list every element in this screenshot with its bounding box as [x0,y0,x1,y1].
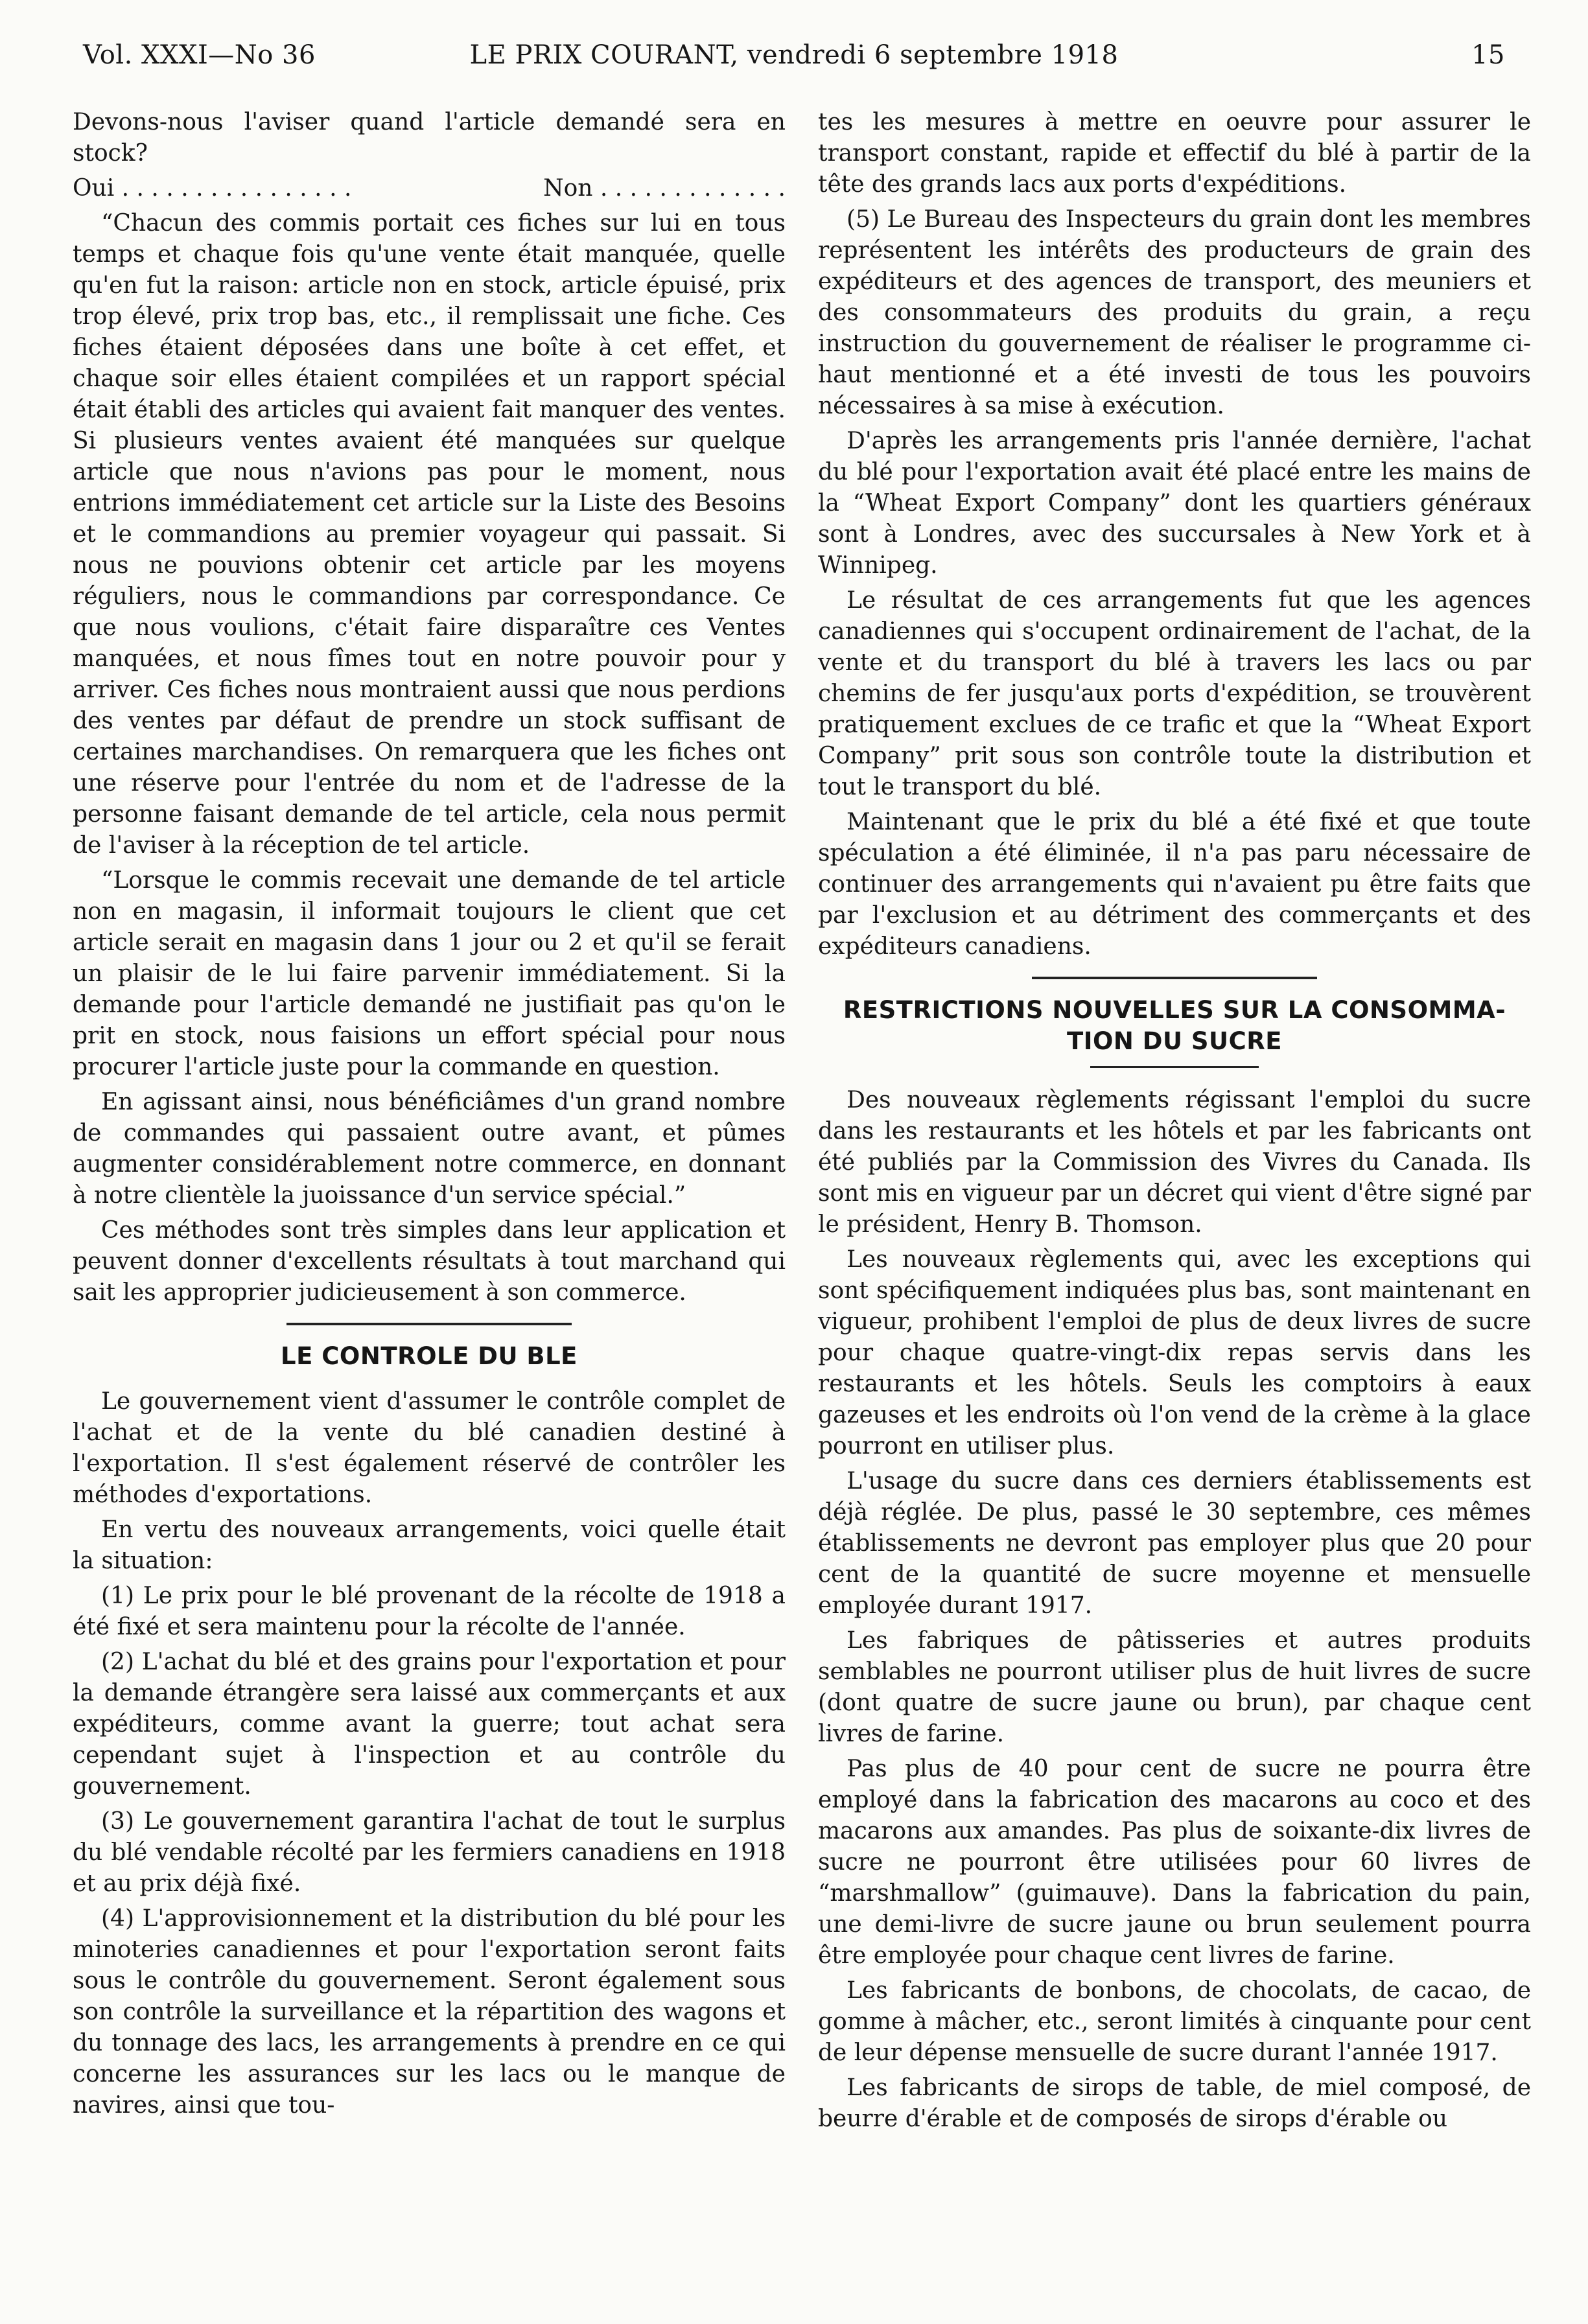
section-title-line: TION DU SUCRE [1066,1027,1283,1055]
paragraph: Ces méthodes sont très simples dans leur application et peuvent donner d'excellents résultats à tout marchand qui sait les approprier judicieusement à son commerce. [73,1217,786,1306]
page-header [83,40,1505,86]
section-title [818,995,1531,1057]
paragraph: Les fabricants de sirops de table, de miel composé, de beurre d'érable et de composés de sirops d'érable ou [818,2074,1531,2132]
volume-number: Vol. XXXI—No 36 [83,40,316,70]
paragraph: Des nouveaux règlements régissant l'emploi du sucre dans les restaurants et les hôtels et par les fabricants ont été publiés par la Commission des Vivres du Canada. Ils sont mis en vigueur par un décret qui vient d'être signé par le président, Henry B. Thomson. [818,1087,1531,1238]
right-column [818,107,1531,2139]
left-column [73,107,786,2125]
section-divider [286,1323,572,1325]
paragraph: Les nouveaux règlements qui, avec les exceptions qui sont spécifiquement indiquées plus bas, sont maintenant en vigueur, prohibent l'emploi de plus de deux livres de sucre pour chaque quatre-vingt-dix repas servis dans les restaurants et les hôtels. Seuls les comptoirs à eaux gazeuses et les endroits où l'on vend de la crème à la glace pourront en utiliser plus. [818,1246,1531,1459]
oui-field: Oui . . . . . . . . . . . . . . . . [73,175,352,202]
paragraph: (3) Le gouvernement garantira l'achat de tout le surplus du blé vendable récolté par les fermiers canadiens en 1918 et au prix déjà fixé. [73,1808,786,1897]
paragraph: En agissant ainsi, nous bénéficiâmes d'un grand nombre de commandes qui passaient outre avant, et pûmes augmenter considérablement notre commerce, en donnant à notre clientèle la juoissance d'un service spécial.” [73,1089,786,1209]
paragraph: Le résultat de ces arrangements fut que les agences canadiennes qui s'occupent ordinairement de l'achat, de la vente et du transport du blé à travers les lacs ou par chemins de fer jusqu'aux ports d'expédition, se trouvèrent pratiquement exclues de ce trafic et que la “Wheat Export Company” prit sous son contrôle toute la distribution et tout le transport du blé. [818,587,1531,800]
paragraph: Maintenant que le prix du blé a été fixé et que toute spéculation a été éliminée, il n'a pas paru nécessaire de continuer des arrangements qui n'avaient pu être faits que par l'exclusion et au détriment des commerçants et des expéditeurs canadiens. [818,809,1531,960]
question-text: Devons-nous l'aviser quand l'article demandé sera en stock? [73,109,786,167]
paragraph: D'après les arrangements pris l'année dernière, l'achat du blé pour l'exportation avait été placé entre les mains de la “Wheat Export Company” dont les quartiers généraux sont à Londres, avec des succursales à New York et à Winnipeg. [818,428,1531,579]
paragraph: Les fabriques de pâtisseries et autres produits semblables ne pourront utiliser plus de huit livres de sucre (dont quatre de sucre jaune ou brun), par chaque cent livres de farine. [818,1627,1531,1747]
paragraph: (2) L'achat du blé et des grains pour l'exportation et pour la demande étrangère sera laissé aux commerçants et aux expéditeurs, comme avant la guerre; tout achat sera cependant sujet à l'inspection et au contrôle du gouvernement. [73,1649,786,1800]
section-title-line: RESTRICTIONS NOUVELLES SUR LA CONSOMMA- [843,996,1506,1024]
newspaper-title: LE PRIX COURANT, vendredi 6 septembre 1918 [469,40,1119,70]
paragraph: L'usage du sucre dans ces derniers établissements est déjà réglée. De plus, passé le 30 septembre, ces mêmes établissements ne devront pas employer plus que 20 pour cent de la quantité de sucre moyenne et mensuelle employée durant 1917. [818,1468,1531,1619]
paragraph: Le gouvernement vient d'assumer le contrôle complet de l'achat et de la vente du blé canadien destiné à l'exportation. Il s'est également réservé de contrôler les méthodes d'exportations. [73,1388,786,1508]
paragraph: Les fabricants de bonbons, de chocolats, de cacao, de gomme à mâcher, etc., seront limités à cinquante pour cent de leur dépense mensuelle de sucre durant l'année 1917. [818,1977,1531,2066]
section-divider [1032,977,1317,979]
paragraph: tes les mesures à mettre en oeuvre pour assurer le transport constant, rapide et effectif du blé à partir de la tête des grands lacs aux ports d'expéditions. [818,109,1531,198]
yes-no-row [73,173,786,204]
paragraph: (5) Le Bureau des Inspecteurs du grain dont les membres représentent les intérêts des producteurs de grain des expéditeurs et des agences de transport, des meuniers et des consommateurs des produits du grain, a reçu instruction du gouvernement de réaliser le programme ci-haut mentionné et a été investi de tous les pouvoirs nécessaires à sa mise à exécution. [818,206,1531,419]
title-underline [1090,1066,1259,1068]
paragraph: En vertu des nouveaux arrangements, voici quelle était la situation: [73,1516,786,1574]
paragraph: “Lorsque le commis recevait une demande de tel article non en magasin, il informait toujours le client que cet article serait en magasin dans 1 jour ou 2 et qu'il se ferait un plaisir de le lui faire parvenir immédiatement. Si la demande pour l'article demandé ne justifiait pas qu'on le prit en stock, nous faisions un effort spécial pour nous procurer l'article juste pour la commande en question. [73,867,786,1080]
paragraph: “Chacun des commis portait ces fiches sur lui en tous temps et chaque fois qu'une vente était manquée, quelle qu'en fut la raison: article non en stock, article épuisé, prix trop élevé, prix trop bas, etc., il remplissait une fiche. Ces fiches étaient déposées dans une boîte à cet effet, et chaque soir elles étaient compilées et un rapport spécial était établi des articles qui avaient fait manquer des ventes. Si plusieurs ventes avaient été manquées sur quelque article que nous n'avions pas pour le moment, nous entrions immédiatement cet article sur la Liste des Besoins et le commandions au premier voyageur qui passait. Si nous ne pouvions obtenir cet article par les moyens réguliers, nous le commandions par correspondance. Ce que nous voulions, c'était faire disparaître ces Ventes manquées, et nous fîmes tout en notre pouvoir pour y arriver. Ces fiches nous montraient aussi que nous perdions des ventes par défaut de prendre un stock suffisant de certaines marchandises. On remarquera que les fiches ont une réserve pour l'entrée du nom et de l'adresse de la personne faisant demande de tel article, cela nous permit de l'aviser à la réception de tel article. [73,210,786,859]
paragraph: (1) Le prix pour le blé provenant de la récolte de 1918 a été fixé et sera maintenu pour la récolte de l'année. [73,1583,786,1640]
paragraph: Pas plus de 40 pour cent de sucre ne pourra être employé dans la fabrication des macarons au coco et des macarons aux amandes. Pas plus de soixante-dix livres de sucre ne pourront être utilisées pour 60 livres de “marshmallow” (guimauve). Dans la fabrication du pain, une demi-livre de sucre jaune ou brun seulement pourra être employée pour chaque cent livres de farine. [818,1756,1531,1969]
section-title: LE CONTROLE DU BLE [281,1342,578,1370]
non-field: Non . . . . . . . . . . . . . [543,175,786,202]
page-number: 15 [1471,40,1505,70]
paragraph: (4) L'approvisionnement et la distribution du blé pour les minoteries canadiennes et pour l'exportation seront faits sous le contrôle du gouvernement. Seront également sous son contrôle la surveillance et la répartition des wagons et du tonnage des lacs, les arrangements à prendre en ce qui concerne les assurances sur les lacs ou le manque de navires, ainsi que tou- [73,1905,786,2119]
